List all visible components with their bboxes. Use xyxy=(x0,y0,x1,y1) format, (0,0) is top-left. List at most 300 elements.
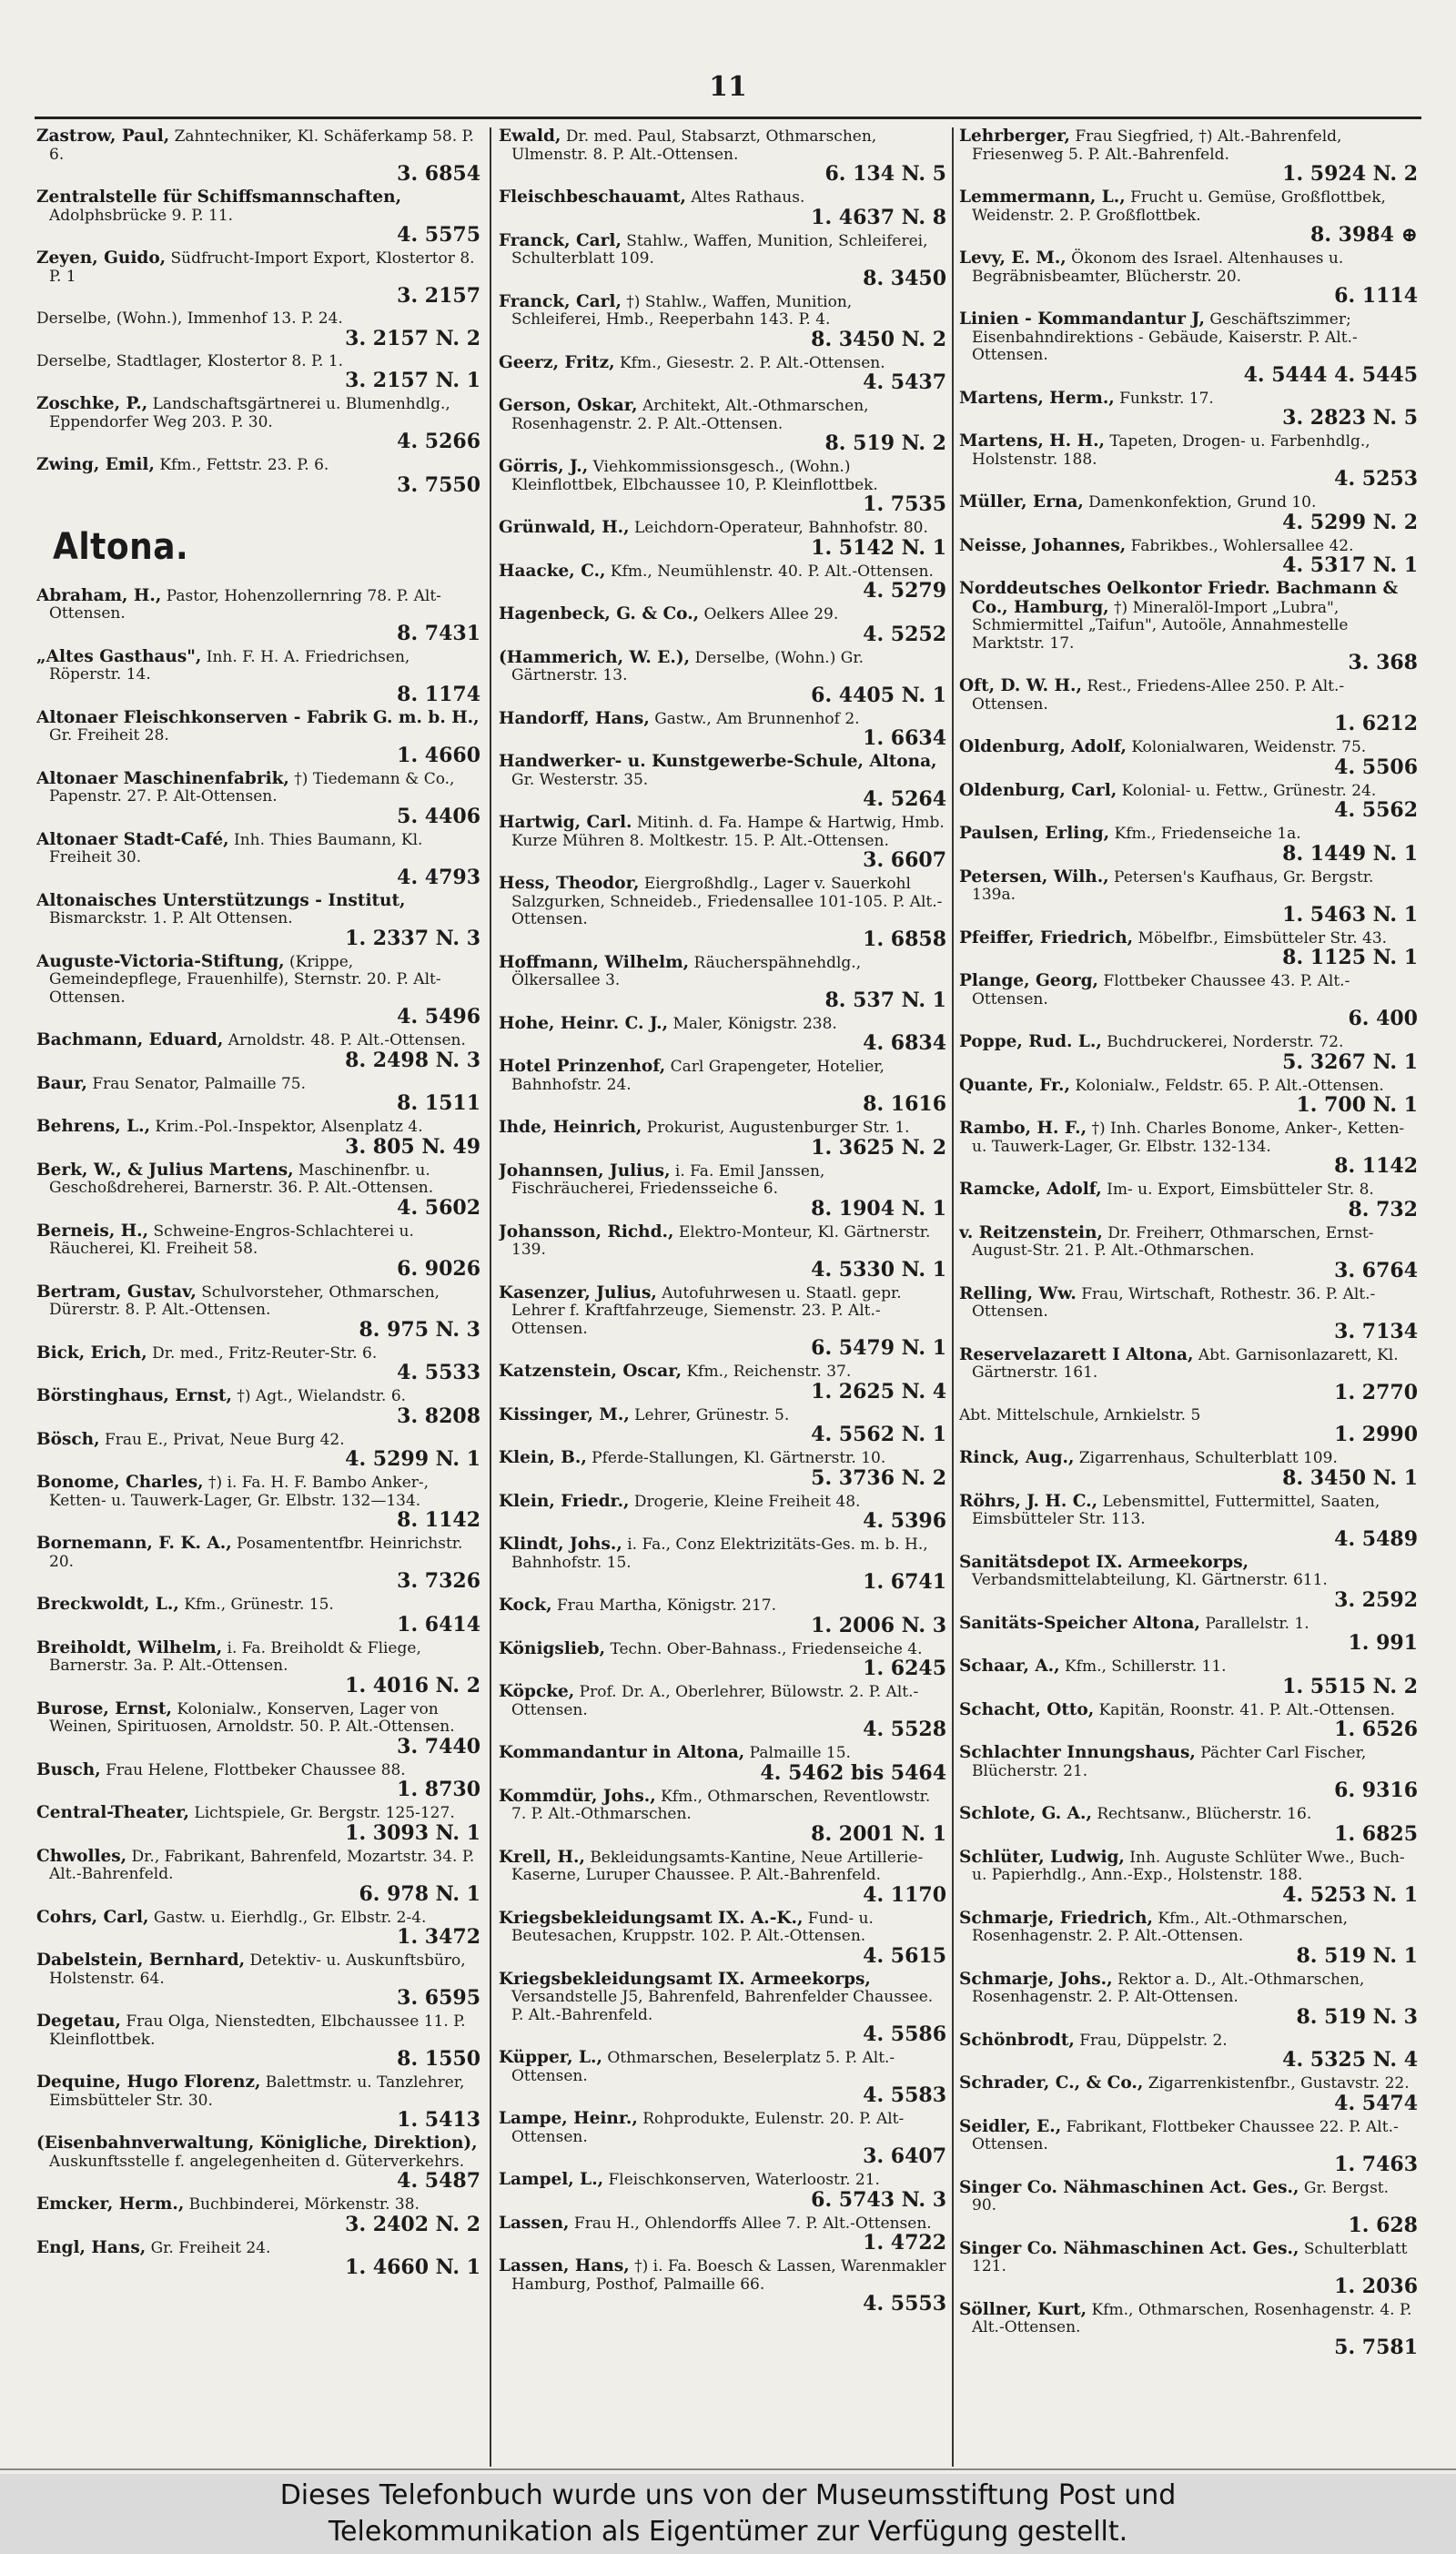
entry-name: Klindt, Johs., xyxy=(499,1535,622,1554)
directory-entry xyxy=(36,648,480,705)
entry-details: Kfm., Schillerstr. 11. xyxy=(1064,1657,1227,1676)
entry-phone-number: 8. 519 N. 1 xyxy=(1296,1943,1418,1968)
entry-details: Abt. Mittelschule, Arnkielstr. 5 xyxy=(959,1405,1201,1424)
entry-phone-number: 1. 6634 xyxy=(863,726,946,750)
entry-name: Köpcke, xyxy=(499,1682,575,1701)
directory-entry xyxy=(499,1363,946,1403)
entry-details: Schweine-Engros-Schlachterei u. Räucherei, Kl. Freiheit 58. xyxy=(49,1221,414,1258)
directory-entry xyxy=(36,1639,480,1697)
directory-entry xyxy=(499,753,946,810)
entry-phone-number: 1. 6212 xyxy=(1334,712,1418,735)
directory-entry xyxy=(36,1222,480,1280)
entry-details: †) Agt., Wielandstr. 6. xyxy=(237,1387,407,1405)
entry-phone-number: 3. 368 xyxy=(1348,651,1418,674)
directory-entry xyxy=(36,1075,480,1115)
entry-phone-number: 6. 9026 xyxy=(397,1256,480,1281)
entry-phone-number: 1. 3093 N. 1 xyxy=(345,1820,480,1845)
directory-entry xyxy=(499,1493,946,1533)
entry-details: Frau Olga, Nienstedten, Elbchaussee 11. P. Kleinflottbek. xyxy=(49,2012,466,2049)
entry-details: Fund- u. Beutesachen, Kruppstr. 102. P. Alt.-Ottensen. xyxy=(511,1909,874,1945)
directory-entry xyxy=(36,188,480,246)
directory-entry xyxy=(499,1223,946,1281)
entry-phone-number: 8. 1904 N. 1 xyxy=(811,1196,946,1221)
entry-phone-number: 1. 991 xyxy=(1348,1631,1418,1655)
entry-details: Kfm., Grünestr. 15. xyxy=(184,1596,334,1614)
entry-name: Schlachter Innungshaus, xyxy=(959,1743,1196,1762)
entry-details: Tapeten, Drogen- u. Farbenhdlg., Holstenstr. 188. xyxy=(972,432,1370,469)
entry-phone-number: 1. 6858 xyxy=(863,927,946,951)
col1-entries-after xyxy=(36,587,480,2279)
entry-details: i. Fa. Emil Janssen, Fischräucherei, Friedensseiche 6. xyxy=(511,1161,825,1198)
entry-details: Fabrikbes., Wohlersallee 42. xyxy=(1130,536,1354,555)
directory-entry xyxy=(499,605,946,645)
entry-name: Relling, Ww. xyxy=(959,1283,1077,1303)
entry-phone-number: 6. 9316 xyxy=(1334,1779,1418,1802)
directory-entry xyxy=(959,188,1418,246)
directory-entry xyxy=(959,738,1418,778)
directory-entry xyxy=(499,1058,946,1115)
entry-details: Zigarrenkistenfbr., Gustavstr. 22. xyxy=(1148,2074,1410,2093)
entry-phone-number: 8. 519 N. 2 xyxy=(824,431,946,455)
entry-details: Geschäftszimmer; Eisenbahndirektions - Gebäude, Kaiserstr. P. Alt.-Ottensen. xyxy=(972,310,1358,364)
entry-name: Altonaisches Unterstützungs - Institut, xyxy=(36,890,406,910)
entry-phone-number: 4. 5253 xyxy=(1334,467,1418,491)
entry-phone-number: 3. 7326 xyxy=(397,1569,480,1593)
entry-name: Cohrs, Carl, xyxy=(36,1907,149,1927)
directory-entry xyxy=(499,1849,946,1906)
directory-entry xyxy=(36,1031,480,1071)
entry-details: Gr. Freiheit 24. xyxy=(150,2238,271,2257)
entry-phone-number: 4. 5317 N. 1 xyxy=(1282,553,1418,577)
entry-phone-number: 6. 400 xyxy=(1348,1007,1418,1030)
entry-details: Kfm., Alt.-Othmarschen, Rosenhagenstr. 2. P. Alt.-Ottensen. xyxy=(972,1909,1349,1945)
entry-phone-number: 1. 2006 N. 3 xyxy=(811,1613,946,1637)
entry-details: Prokurist, Augustenburger Str. 1. xyxy=(646,1119,910,1137)
directory-entry xyxy=(499,1162,946,1220)
entry-phone-number: 6. 5479 N. 1 xyxy=(811,1336,946,1360)
entry-details: Derselbe, Stadtlager, Klostertor 8. P. 1. xyxy=(36,351,344,370)
entry-phone-number: 1. 4722 xyxy=(863,2231,946,2255)
entry-details: Derselbe, (Wohn.) Gr. Gärtnerstr. 13. xyxy=(511,648,864,684)
directory-entry xyxy=(36,2012,480,2070)
directory-entry xyxy=(36,2195,480,2235)
entry-phone-number: 4. 5330 N. 1 xyxy=(811,1257,946,1282)
entry-details: Inh. Auguste Schlüter Wwe., Buch- u. Papierhdlg., Ann.-Exp., Holstenstr. 188. xyxy=(972,1848,1405,1884)
entry-phone-number: 1. 4016 N. 2 xyxy=(345,1673,480,1698)
directory-entry xyxy=(959,390,1418,430)
entry-details: Auskunftsstelle f. angelegenheiten d. Güterverkehrs. xyxy=(49,2152,465,2171)
entry-name: Schmarje, Johs., xyxy=(959,1969,1113,1989)
directory-entry xyxy=(959,1407,1418,1446)
entry-phone-number: 8. 3450 N. 1 xyxy=(1282,1465,1418,1490)
entry-phone-number: 1. 628 xyxy=(1348,2213,1418,2237)
entry-phone-number: 3. 805 N. 49 xyxy=(345,1134,480,1159)
entry-phone-number: 4. 5496 xyxy=(397,1005,480,1029)
entry-name: Lemmermann, L., xyxy=(959,187,1126,207)
entry-name: Lampe, Heinr., xyxy=(499,2109,638,2128)
directory-entry xyxy=(499,710,946,750)
entry-details: Palmaille 15. xyxy=(749,1744,851,1762)
section-heading-altona: Altona. xyxy=(53,525,189,568)
directory-entry xyxy=(499,1910,946,1967)
entry-name: Hoffmann, Wilhelm, xyxy=(499,952,690,972)
entry-details: Drogerie, Kleine Freiheit 48. xyxy=(633,1492,861,1511)
entry-details: Frau E., Privat, Neue Burg 42. xyxy=(104,1430,345,1449)
entry-name: Norddeutsches Oelkontor Friedr. Bachmann & Co., Hamburg, xyxy=(959,579,1399,617)
directory-entry xyxy=(36,310,480,350)
entry-details: Kfm., Friedenseiche 1a. xyxy=(1114,825,1301,843)
directory-entry xyxy=(36,249,480,307)
entry-name: Ewald, xyxy=(499,127,561,146)
entry-details: Petersen's Kaufhaus, Gr. Bergstr. 139a. xyxy=(972,867,1374,904)
entry-phone-number: 1. 5924 N. 2 xyxy=(1282,162,1418,186)
footer-notice xyxy=(0,2474,1456,2554)
entry-name: Schlüter, Ludwig, xyxy=(959,1847,1125,1867)
top-rule xyxy=(35,117,1421,119)
entry-phone-number: 1. 6414 xyxy=(397,1612,480,1637)
directory-entry xyxy=(499,2214,946,2255)
directory-entry xyxy=(959,1346,1418,1404)
entry-name: Kommdür, Johs., xyxy=(499,1786,656,1806)
entry-name: Söllner, Kurt, xyxy=(959,2299,1087,2319)
directory-entry xyxy=(959,493,1418,533)
entry-name: Kock, xyxy=(499,1596,552,1615)
footer-rule xyxy=(0,2468,1456,2470)
directory-entry xyxy=(959,1554,1418,1611)
entry-details: Versandstelle J5, Bahrenfeld, Bahrenfelder Chaussee. P. Alt.-Bahrenfeld. xyxy=(511,1988,934,2024)
entry-name: „Altes Gasthaus", xyxy=(36,646,202,666)
entry-phone-number: 4. 5396 xyxy=(863,1509,946,1533)
entry-details: Buchbinderei, Mörkenstr. 38. xyxy=(188,2195,420,2214)
entry-phone-number: 3. 6595 xyxy=(397,1986,480,2010)
column-1 xyxy=(36,127,480,2467)
entry-phone-number: 1. 4637 N. 8 xyxy=(811,205,946,229)
entry-details: Derselbe, (Wohn.), Immenhof 13. P. 24. xyxy=(36,309,343,328)
entry-name: Schlote, G. A., xyxy=(959,1804,1092,1823)
entry-details: Zahntechniker, Kl. Schäferkamp 58. P. 6. xyxy=(49,127,474,164)
directory-entry xyxy=(36,709,480,766)
entry-details: Elektro-Monteur, Kl. Gärtnerstr. 139. xyxy=(511,1222,931,1259)
entry-name: Klein, Friedr., xyxy=(499,1491,630,1511)
entry-phone-number: 3. 7440 xyxy=(397,1734,480,1758)
entry-phone-number: 1. 6526 xyxy=(1334,1718,1418,1741)
entry-phone-number: 1. 4660 xyxy=(397,743,480,767)
entry-name: Küpper, L., xyxy=(499,2048,602,2067)
entry-details: Gr. Bergst. 90. xyxy=(972,2178,1390,2214)
entry-name: Zentralstelle für Schiffsmannschaften, xyxy=(36,187,402,207)
directory-entry xyxy=(959,2032,1418,2072)
entry-name: (Eisenbahnverwaltung, Königliche, Direktion), xyxy=(36,2133,478,2153)
entry-name: Grünwald, H., xyxy=(499,518,630,537)
entry-details: Posamententfbr. Heinrichstr. 20. xyxy=(49,1535,463,1571)
entry-phone-number: 1. 4660 N. 1 xyxy=(345,2255,480,2279)
entry-phone-number: 4. 5583 xyxy=(863,2083,946,2107)
entry-details: Pastor, Hohenzollernring 78. P. Alt-Ottensen. xyxy=(49,586,441,623)
entry-phone-number: 1. 6825 xyxy=(1334,1821,1418,1846)
entry-phone-number: 8. 1174 xyxy=(397,682,480,706)
entry-phone-number: 1. 6245 xyxy=(863,1657,946,1680)
column-divider-2 xyxy=(952,127,954,2467)
directory-entry xyxy=(959,1285,1418,1343)
entry-details: Zigarrenhaus, Schulterblatt 109. xyxy=(1078,1449,1338,1467)
directory-entry xyxy=(959,1033,1418,1073)
entry-phone-number: 8. 2498 N. 3 xyxy=(345,1048,480,1072)
directory-entry xyxy=(959,580,1418,674)
directory-entry xyxy=(36,1344,480,1384)
directory-entry xyxy=(36,1118,480,1158)
entry-details: Kolonial- u. Fettw., Grünestr. 24. xyxy=(1121,781,1377,800)
directory-entry xyxy=(499,1596,946,1637)
directory-entry xyxy=(36,395,480,452)
entry-phone-number: 8. 7431 xyxy=(397,621,480,645)
entry-details: Frau Helene, Flottbeker Chaussee 88. xyxy=(106,1760,406,1779)
entry-name: Lassen, Hans, xyxy=(499,2256,630,2275)
entry-name: Schmarje, Friedrich, xyxy=(959,1908,1153,1928)
entry-details: Lebensmittel, Futtermittel, Saaten, Eimsbütteler Str. 113. xyxy=(972,1492,1380,1528)
entry-details: Dr. med., Fritz-Reuter-Str. 6. xyxy=(152,1343,378,1363)
entry-phone-number: 4. 5264 xyxy=(863,787,946,811)
entry-name: Fleischbeschauamt, xyxy=(499,187,686,207)
entry-details: Möbelfbr., Eimsbütteler Str. 43. xyxy=(1138,928,1388,948)
entry-details: Kfm., Giesestr. 2. P. Alt.-Ottensen. xyxy=(619,353,885,372)
entry-details: i. Fa., Conz Elektrizitäts-Ges. m. b. H., Bahnhofstr. 15. xyxy=(511,1535,928,1572)
entry-details: †) Tiedemann & Co., Papenstr. 27. P. Alt-Ottensen. xyxy=(49,769,455,806)
entry-details: Inh. Thies Baumann, Kl. Freiheit 30. xyxy=(49,830,423,867)
directory-entry xyxy=(36,2073,480,2131)
directory-entry xyxy=(36,2239,480,2279)
entry-details: Mitinh. d. Fa. Hampe & Hartwig, Hmb. Kurze Mühren 8. Moltkestr. 15. P. Alt.-Ottensen. xyxy=(511,814,945,850)
entry-phone-number: 1. 700 N. 1 xyxy=(1296,1093,1418,1117)
entry-name: (Hammerich, W. E.), xyxy=(499,647,691,667)
entry-name: Degetau, xyxy=(36,2012,121,2031)
entry-phone-number: 4. 5474 xyxy=(1334,2091,1418,2115)
entry-name: Gerson, Oskar, xyxy=(499,396,638,415)
entry-name: Breckwoldt, L., xyxy=(36,1595,179,1614)
entry-name: Kissinger, M., xyxy=(499,1404,630,1424)
directory-entry xyxy=(36,1474,480,1531)
entry-name: Engl, Hans, xyxy=(36,2237,147,2257)
column-3 xyxy=(959,127,1418,2467)
entry-name: Haacke, C., xyxy=(499,561,606,581)
entry-details: Autofuhrwesen u. Staatl. gepr. Lehrer f. Kraftfahrzeuge, Siemenstr. 23. P. Alt.-Ottensen. xyxy=(511,1283,902,1338)
entry-name: Altonaer Maschinenfabrik, xyxy=(36,768,289,788)
entry-name: Hohe, Heinr. C. J., xyxy=(499,1013,669,1033)
entry-phone-number: 1. 5463 N. 1 xyxy=(1282,902,1418,927)
directory-entry xyxy=(959,310,1418,386)
directory-entry xyxy=(959,1971,1418,2028)
entry-details: Fleischkonserven, Waterloostr. 21. xyxy=(608,2171,880,2189)
directory-entry xyxy=(959,1910,1418,1967)
entry-phone-number: 4. 5266 xyxy=(397,430,480,453)
entry-name: Zoschke, P., xyxy=(36,394,148,413)
directory-entry xyxy=(959,782,1418,822)
entry-name: Central-Theater, xyxy=(36,1803,189,1822)
entry-phone-number: 1. 8730 xyxy=(397,1778,480,1801)
directory-entry xyxy=(959,1449,1418,1489)
entry-details: Südfrucht-Import Export, Klostertor 8. P. 1 xyxy=(49,249,475,286)
entry-name: Dequine, Hugo Florenz, xyxy=(36,2073,261,2092)
directory-entry xyxy=(499,1683,946,1740)
directory-entry xyxy=(36,892,480,949)
entry-phone-number: 4. 5586 xyxy=(863,2022,946,2046)
entry-name: Kriegsbekleidungsamt IX. A.-K., xyxy=(499,1908,804,1928)
entry-details: Arnoldstr. 48. P. Alt.-Ottensen. xyxy=(228,1031,466,1049)
directory-entry xyxy=(959,1224,1418,1282)
entry-details: Frau, Wirtschaft, Rothestr. 36. P. Alt.-Ottensen. xyxy=(972,1284,1376,1321)
directory-entry xyxy=(499,293,946,350)
entry-phone-number: 4. 5299 N. 2 xyxy=(1282,510,1418,534)
entry-name: Linien - Kommandantur J, xyxy=(959,309,1205,329)
entry-name: Katzenstein, Oscar, xyxy=(499,1362,682,1381)
entry-name: Altonaer Stadt-Café, xyxy=(36,829,229,849)
entry-phone-number: 4. 5506 xyxy=(1334,755,1418,779)
entry-name: Reservelazarett I Altona, xyxy=(959,1344,1194,1364)
entry-details: Viehkommissionsgesch., (Wohn.) Kleinflottbek, Elbchaussee 10, P. Kleinflottbek. xyxy=(511,458,878,494)
directory-entry xyxy=(499,875,946,950)
entry-phone-number: 3. 6854 xyxy=(397,162,480,186)
entry-details: †) Stahlw., Waffen, Munition, Schleiferei, Hmb., Reeperbahn 143. P. 4. xyxy=(511,292,853,329)
entry-name: Bick, Erich, xyxy=(36,1343,147,1363)
entry-name: Zeyen, Guido, xyxy=(36,248,167,268)
col1-entries-before xyxy=(36,127,480,496)
entry-phone-number: 4. 5528 xyxy=(863,1718,946,1741)
entry-details: Frucht u. Gemüse, Großflottbek, Weidenstr. 2. P. Großflottbek. xyxy=(972,188,1386,225)
entry-details: Fabrikant, Flottbeker Chaussee 22. P. Alt.-Ottensen. xyxy=(972,2117,1399,2154)
entry-details: (Krippe, Gemeindepflege, Frauenhilfe), Sternstr. 20. P. Alt-Ottensen. xyxy=(49,952,441,1007)
entry-name: Emcker, Herm., xyxy=(36,2194,185,2214)
entry-name: Petersen, Wilh., xyxy=(959,867,1109,887)
entry-phone-number: 6. 5743 N. 3 xyxy=(811,2187,946,2212)
directory-entry xyxy=(499,232,946,289)
entry-details: Bismarckstr. 1. P. Alt Ottensen. xyxy=(49,909,293,927)
directory-entry xyxy=(959,972,1418,1029)
entry-name: Pfeiffer, Friedrich, xyxy=(959,927,1134,948)
entry-name: Poppe, Rud. L., xyxy=(959,1032,1102,1051)
entry-details: Eiergroßhdlg., Lager v. Sauerkohl Salzgurken, Schneideb., Friedensallee 101-105. P. Alt.-Ottensen. xyxy=(511,875,943,928)
entry-details: Funkstr. 17. xyxy=(1119,389,1214,408)
entry-name: Johannsen, Julius, xyxy=(499,1160,671,1181)
entry-name: Singer Co. Nähmaschinen Act. Ges., xyxy=(959,2238,1299,2258)
entry-name: Kriegsbekleidungsamt IX. Armeekorps, xyxy=(499,1969,871,1989)
entry-phone-number: 3. 6607 xyxy=(863,848,946,872)
entry-name: Baur, xyxy=(36,1073,87,1093)
directory-entry xyxy=(959,2118,1418,2175)
entry-phone-number: 4. 5462 bis 5464 xyxy=(760,1760,946,1785)
entry-name: Lassen, xyxy=(499,2213,570,2233)
entry-name: Berk, W., & Julius Martens, xyxy=(36,1160,294,1180)
entry-details: Räucherspähnehdlg., Ölkersallee 3. xyxy=(511,953,862,989)
entry-details: Kfm., Reichenstr. 37. xyxy=(686,1363,852,1381)
directory-entry xyxy=(959,1181,1418,1221)
directory-entry xyxy=(499,1788,946,1845)
entry-details: Dr. med. Paul, Stabsarzt, Othmarschen, Ulmenstr. 8. P. Alt.-Ottensen. xyxy=(511,127,877,164)
directory-entry xyxy=(499,2171,946,2211)
entry-details: Prof. Dr. A., Oberlehrer, Bülowstr. 2. P. Alt.-Ottensen. xyxy=(511,1683,919,1719)
entry-details: Carl Grapengeter, Hotelier, Bahnhofstr. 24. xyxy=(511,1058,885,1094)
entry-name: Görris, J., xyxy=(499,457,589,476)
entry-phone-number: 4. 5489 xyxy=(1334,1526,1418,1551)
entry-name: Geerz, Fritz, xyxy=(499,352,615,372)
entry-phone-number: 3. 2157 N. 2 xyxy=(345,326,480,350)
entry-details: Balettmstr. u. Tanzlehrer, Eimsbütteler Str. 30. xyxy=(49,2073,465,2110)
column-divider-1 xyxy=(490,127,491,2467)
entry-name: v. Reitzenstein, xyxy=(959,1222,1103,1242)
entry-phone-number: 1. 2770 xyxy=(1334,1380,1418,1404)
entry-name: Dabelstein, Bernhard, xyxy=(36,1951,246,1970)
entry-name: Sanitätsdepot IX. Armeekorps, xyxy=(959,1552,1249,1572)
entry-phone-number: 4. 5253 N. 1 xyxy=(1282,1882,1418,1907)
directory-entry xyxy=(959,1657,1418,1698)
entry-details: Kfm., Othmarschen, Reventlowstr. 7. P. Alt.-Othmarschen. xyxy=(511,1787,931,1823)
entry-name: Röhrs, J. H. C., xyxy=(959,1491,1098,1511)
entry-details: Techn. Ober-Bahnass., Friedenseiche 4. xyxy=(610,1639,923,1658)
directory-entry xyxy=(499,1449,946,1489)
entry-phone-number: 4. 5487 xyxy=(397,2169,480,2193)
entry-name: Bertram, Gustav, xyxy=(36,1282,197,1302)
entry-name: Berneis, H., xyxy=(36,1221,149,1241)
directory-entry xyxy=(499,1406,946,1446)
entry-phone-number: 5. 4406 xyxy=(397,804,480,828)
entry-phone-number: 8. 1616 xyxy=(863,1092,946,1116)
entry-phone-number: 3. 7550 xyxy=(397,472,480,497)
entry-name: Behrens, L., xyxy=(36,1117,151,1136)
entry-phone-number: 5. 3267 N. 1 xyxy=(1282,1049,1418,1074)
entry-details: Dr. Freiherr, Othmarschen, Ernst-August-Str. 21. P. Alt.-Othmarschen. xyxy=(972,1223,1374,1260)
entry-details: Schulterblatt 121. xyxy=(972,2239,1408,2275)
directory-entry xyxy=(959,2074,1418,2114)
entry-details: Abt. Garnisonlazarett, Kl. Gärtnerstr. 161. xyxy=(972,1345,1399,1382)
directory-entry xyxy=(499,397,946,454)
entry-details: Flottbeker Chaussee 43. P. Alt.-Ottensen. xyxy=(972,972,1350,1008)
entry-details: Maschinenfbr. u. Geschoßdreherei, Barnerstr. 36. P. Alt.-Ottensen. xyxy=(49,1160,434,1197)
entry-details: †) i. Fa. H. F. Bambo Anker-, Ketten- u. Tauwerk-Lager, Gr. Elbstr. 132—134. xyxy=(49,1474,430,1510)
entry-details: Detektiv- u. Auskunftsbüro, Holstenstr. 64. xyxy=(49,1951,466,1988)
entry-details: Kolonialw., Feldstr. 65. P. Alt.-Ottensen. xyxy=(1075,1076,1384,1095)
directory-entry xyxy=(959,537,1418,577)
entry-details: Schulvorsteher, Othmarschen, Dürerstr. 8. P. Alt.-Ottensen. xyxy=(49,1282,440,1319)
entry-phone-number: 3. 2592 xyxy=(1334,1587,1418,1612)
directory-entry xyxy=(499,1640,946,1680)
entry-details: Rest., Friedens-Allee 250. P. Alt.-Ottensen. xyxy=(972,677,1345,714)
directory-entry xyxy=(499,1535,946,1593)
entry-details: Gr. Freiheit 28. xyxy=(49,726,169,745)
entry-name: Oldenburg, Carl, xyxy=(959,780,1117,800)
entry-name: Ihde, Heinrich, xyxy=(499,1118,642,1137)
directory-entry xyxy=(499,1015,946,1055)
directory-entry xyxy=(959,1120,1418,1177)
entry-name: Bösch, xyxy=(36,1429,100,1449)
entry-name: Paulsen, Erling, xyxy=(959,824,1110,843)
directory-entry xyxy=(36,1951,480,2009)
entry-details: Ökonom des Israel. Altenhauses u. Begräbnisbeamter, Blücherstr. 20. xyxy=(972,249,1344,286)
directory-entry xyxy=(36,456,480,496)
entry-name: Neisse, Johannes, xyxy=(959,535,1127,555)
entry-phone-number: 1. 7463 xyxy=(1334,2152,1418,2176)
directory-entry xyxy=(959,2240,1418,2297)
entry-phone-number: 8. 1142 xyxy=(1334,1154,1418,1178)
entry-details: Pferde-Stallungen, Kl. Gärtnerstr. 10. xyxy=(592,1449,886,1467)
directory-entry xyxy=(36,1848,480,1905)
entry-phone-number: 8. 3450 xyxy=(863,266,946,290)
directory-entry xyxy=(959,1744,1418,1801)
entry-phone-number: 4. 1170 xyxy=(863,1882,946,1907)
entry-phone-number: 8. 537 N. 1 xyxy=(824,988,946,1012)
entry-name: Hess, Theodor, xyxy=(499,874,640,893)
directory-entry xyxy=(36,1161,480,1219)
directory-entry xyxy=(959,1849,1418,1906)
directory-entry xyxy=(499,954,946,1011)
entry-phone-number: 4. 5437 xyxy=(863,370,946,394)
